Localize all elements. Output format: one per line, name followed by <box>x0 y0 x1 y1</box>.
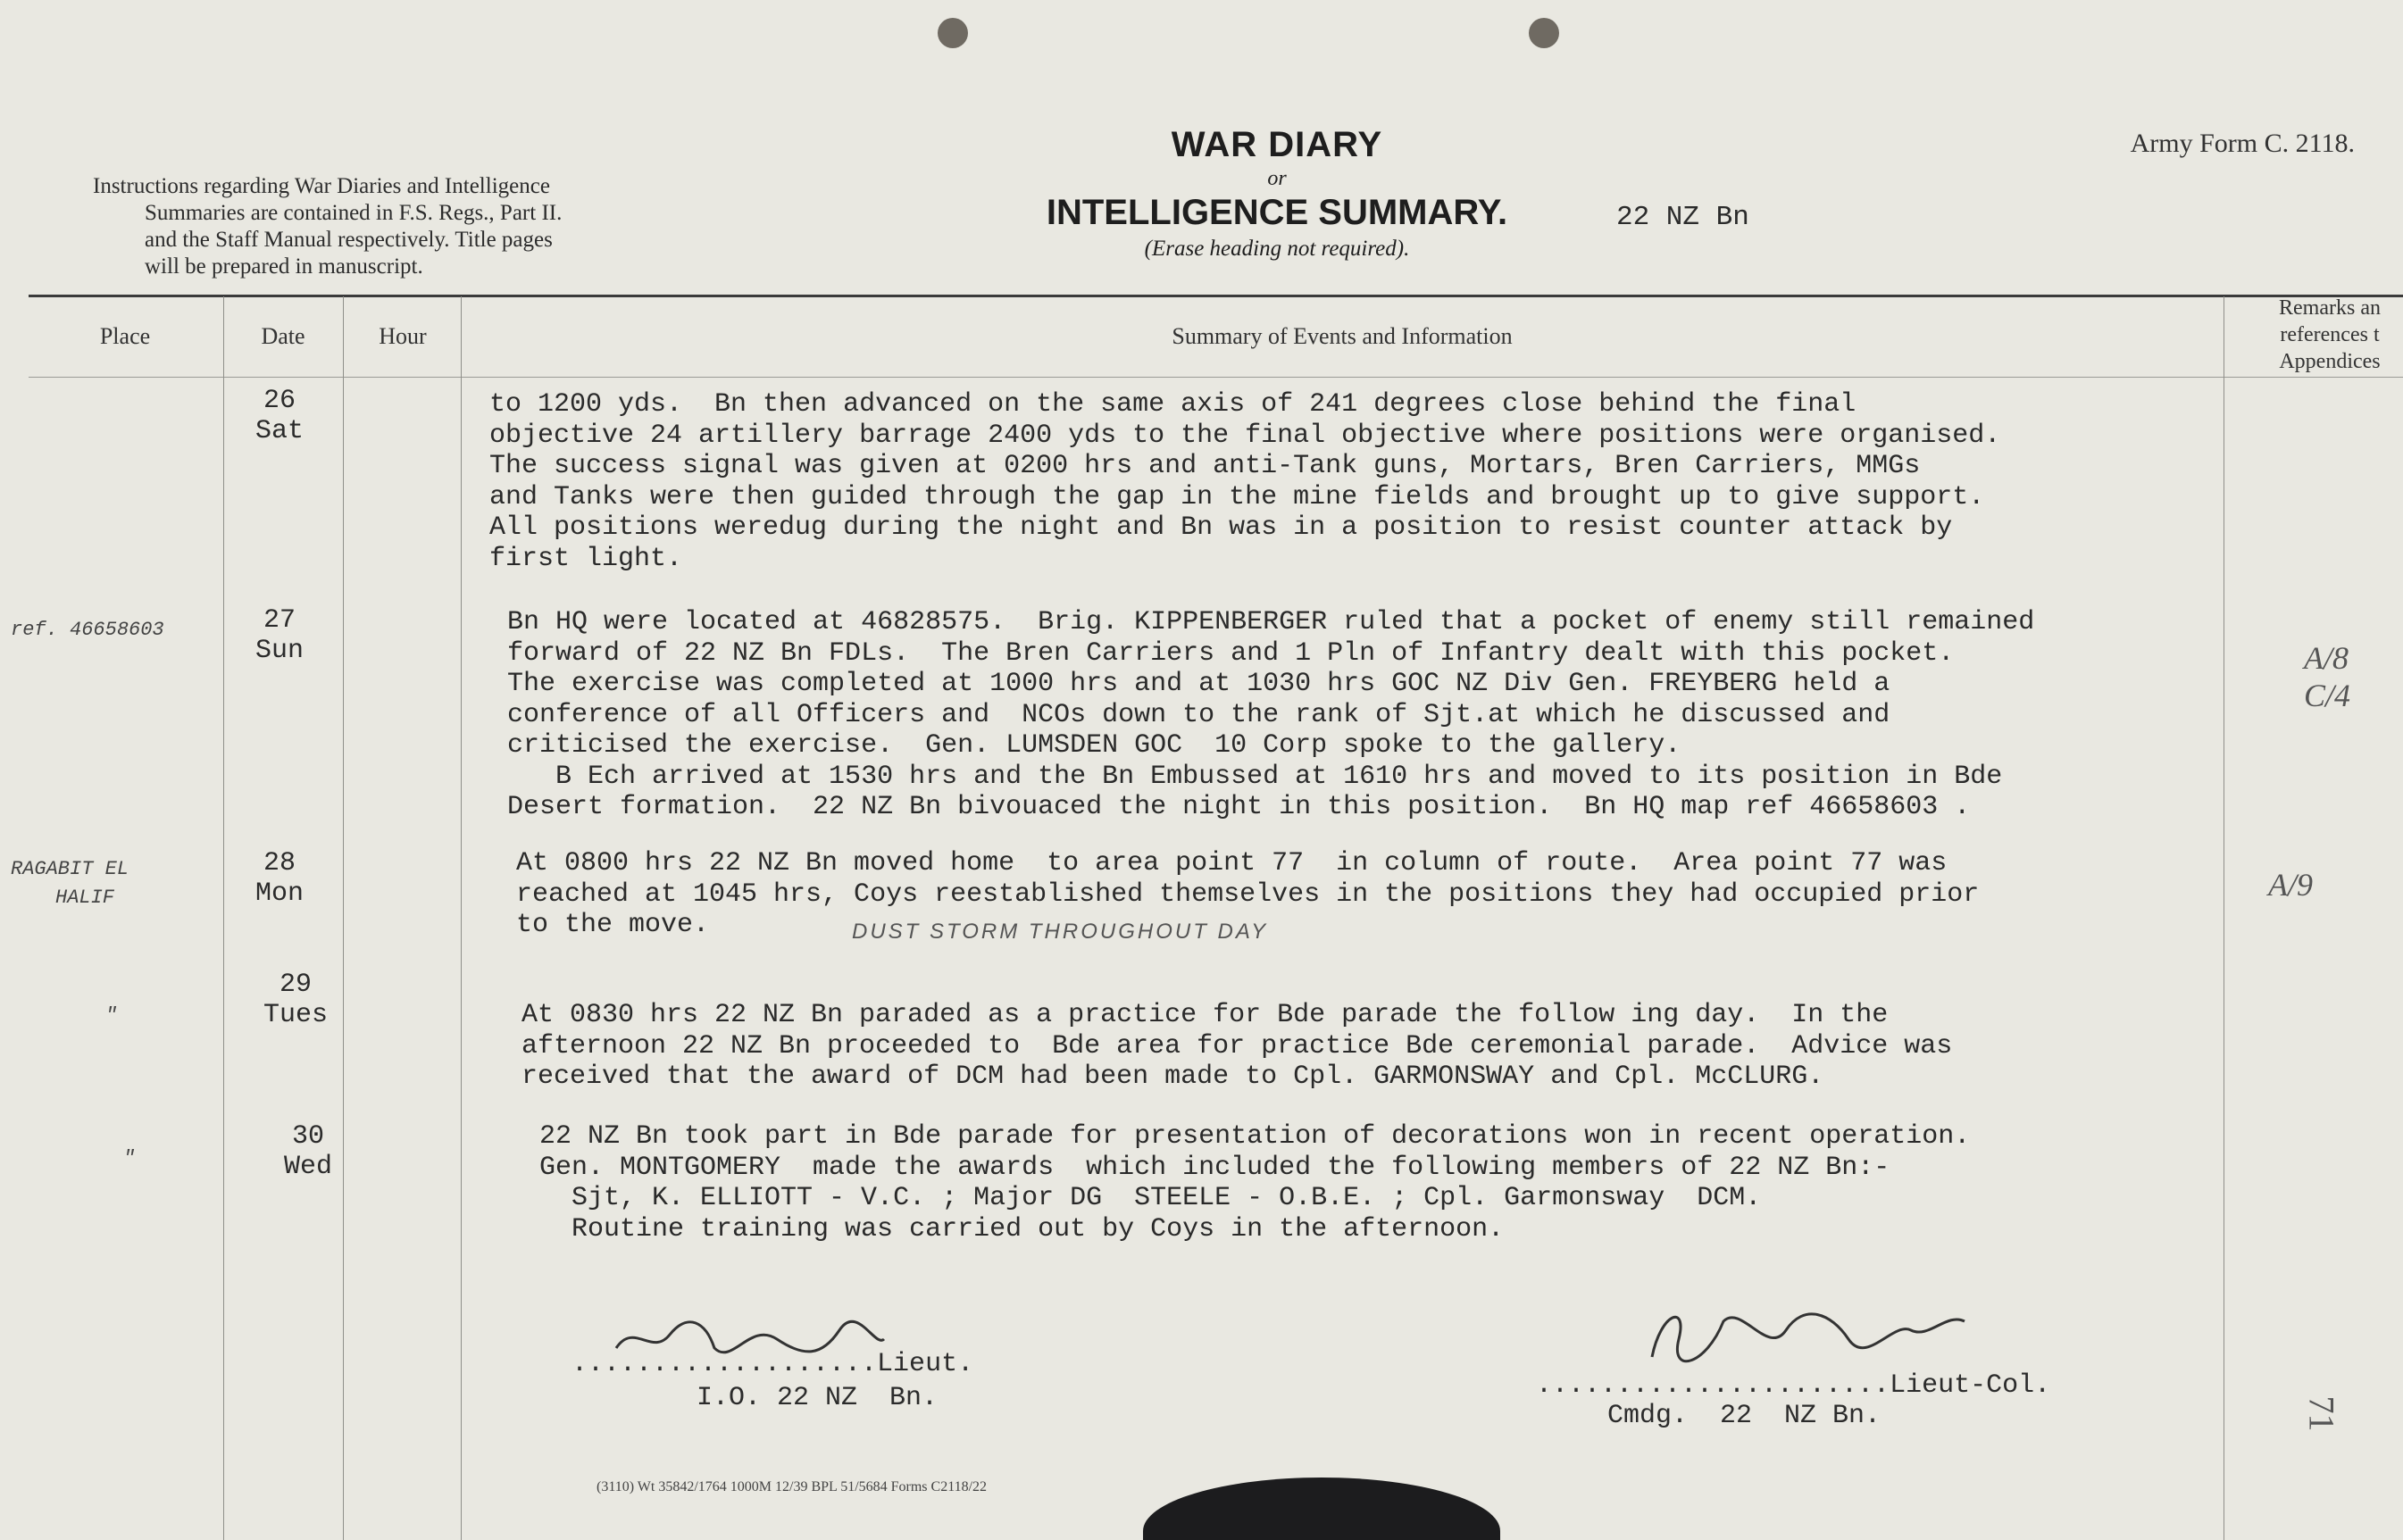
column-header-date: Date <box>261 323 305 349</box>
remarks-header-line: Remarks an <box>2279 296 2381 320</box>
dark-object-bottom <box>1143 1478 1500 1540</box>
signature-line-co: ......................Lieut-Col. <box>1536 1370 2051 1401</box>
punch-hole <box>938 18 968 48</box>
page-number: 71 <box>2301 1395 2342 1432</box>
unit-name: 22 NZ Bn <box>1616 202 1749 233</box>
instructions-line: and the Staff Manual respectively. Title pages <box>145 228 553 252</box>
column-divider <box>343 296 344 1540</box>
entry-text: Bn HQ were located at 46828575. Brig. KIPPENBERGER ruled that a pocket of enemy still remained forward of 22 NZ Bn FDLs. The Bren Carriers and 1 Pln of Infantry dealt with this pocket. The exercise was completed at 1000 hrs and at 1030 hrs GOC NZ Div Gen. FREYBERG held a conference of all Officers and NCOs down to the rank of Sjt.at which he discussed and criticised the exercise. Gen. LUMSDEN GOC 10 Corp spoke to the gallery. B Ech arrived at 1530 hrs and the Bn Embussed at 1610 hrs and moved to its position in Bde Desert formation. 22 NZ Bn bivouaced the night in this position. Bn HQ map ref 46658603 . <box>507 607 2035 822</box>
date-day: 30 <box>291 1121 324 1152</box>
entry-place-ditto: " <box>105 1004 118 1027</box>
header-rule <box>29 295 2403 297</box>
date-day: 29 <box>279 970 312 1000</box>
instructions-line: Instructions regarding War Diaries and Intelligence <box>93 174 550 198</box>
handwritten-note: DUST STORM THROUGHOUT DAY <box>852 920 1269 944</box>
signature-title-co: Cmdg. 22 NZ Bn. <box>1607 1401 1882 1431</box>
title-erase-note: (Erase heading not required). <box>1144 237 1410 261</box>
entry-place: ref. 46658603 <box>11 619 164 641</box>
instructions-line: will be prepared in manuscript. <box>145 254 423 279</box>
form-print-reference: (3110) Wt 35842/1764 1000M 12/39 BPL 51/5684 Forms C2118/22 <box>597 1479 988 1494</box>
column-header-summary: Summary of Events and Information <box>1172 323 1513 349</box>
date-weekday: Tues <box>263 1000 328 1030</box>
date-weekday: Sun <box>254 636 304 666</box>
remark-ref: C/4 <box>2304 678 2351 713</box>
remarks-header-line: references t <box>2280 323 2380 346</box>
column-header-place: Place <box>99 323 151 349</box>
signature-line-io: ...................Lieut. <box>572 1349 974 1379</box>
signature-title-io: I.O. 22 NZ Bn. <box>697 1383 939 1413</box>
column-header-rule <box>29 377 2403 378</box>
date-day: 28 <box>263 848 296 878</box>
column-header-hour: Hour <box>379 323 427 349</box>
entry-remark: A/9 <box>2268 867 2313 903</box>
title-war-diary: WAR DIARY <box>1171 125 1383 164</box>
date-weekday: Wed <box>283 1152 332 1182</box>
entry-text: At 0830 hrs 22 NZ Bn paraded as a practice for Bde parade the follow ing day. In the afternoon 22 NZ Bn proceeded to Bde area for practice Bde ceremonial parade. Advice was received that the award of DCM had been made to Cpl. GARMONSWAY and Cpl. McCLURG. <box>521 1000 1953 1092</box>
punch-hole <box>1529 18 1559 48</box>
entry-text: 22 NZ Bn took part in Bde parade for presentation of decorations won in recent operation. Gen. MONTGOMERY made the awards which included the following members of 22 NZ Bn:- Sjt, K. ELLIOTT - V.C. ; Major DG STEELE - O.B.E. ; Cpl. Garmonsway DCM. Routine training was carried out by Coys in the afternoon. <box>539 1121 1971 1244</box>
entry-place <box>11 855 129 912</box>
title-intelligence-summary: INTELLIGENCE SUMMARY. <box>1046 193 1508 232</box>
entry-remark <box>2304 639 2350 714</box>
form-title <box>964 125 1589 262</box>
remark-ref: A/8 <box>2304 640 2349 676</box>
date-day: 26 <box>263 386 296 416</box>
instructions-line: Summaries are contained in F.S. Regs., Part II. <box>145 201 563 225</box>
date-day: 27 <box>263 605 296 636</box>
column-divider <box>223 296 224 1540</box>
entry-place-ditto: " <box>123 1147 136 1170</box>
date-weekday: Sat <box>254 416 304 446</box>
entry-date <box>246 970 345 1030</box>
instructions-note <box>93 173 700 280</box>
entry-text: to 1200 yds. Bn then advanced on the same axis of 241 degrees close behind the final objective 24 artillery barrage 2400 yds to the final objective where positions were organised. The success signal was given at 0200 hrs and anti-Tank guns, Mortars, Bren Carriers, MMGs and Tanks were then guided through the gap in the mine fields and brought up to give support. All positions weredug during the night and Bn was in a position to resist counter attack by first light. <box>489 389 2001 574</box>
entry-date <box>259 1121 357 1182</box>
place-line: HALIF <box>55 887 115 909</box>
entry-text: At 0800 hrs 22 NZ Bn moved home to area point 77 in column of route. Area point 77 was reached at 1045 hrs, Coys reestablished themselves in the positions they had occupied prior to the move. <box>516 848 1980 940</box>
title-or: or <box>1267 167 1287 190</box>
entry-date <box>230 386 329 446</box>
entry-date <box>230 848 329 909</box>
remarks-header-line: Appendices <box>2279 350 2381 373</box>
army-form-number: Army Form C. 2118. <box>2130 129 2355 158</box>
place-line: RAGABIT EL <box>11 858 129 880</box>
column-divider <box>461 296 462 1540</box>
date-weekday: Mon <box>254 878 304 909</box>
column-header-remarks <box>2254 295 2403 375</box>
entry-date <box>230 605 329 666</box>
